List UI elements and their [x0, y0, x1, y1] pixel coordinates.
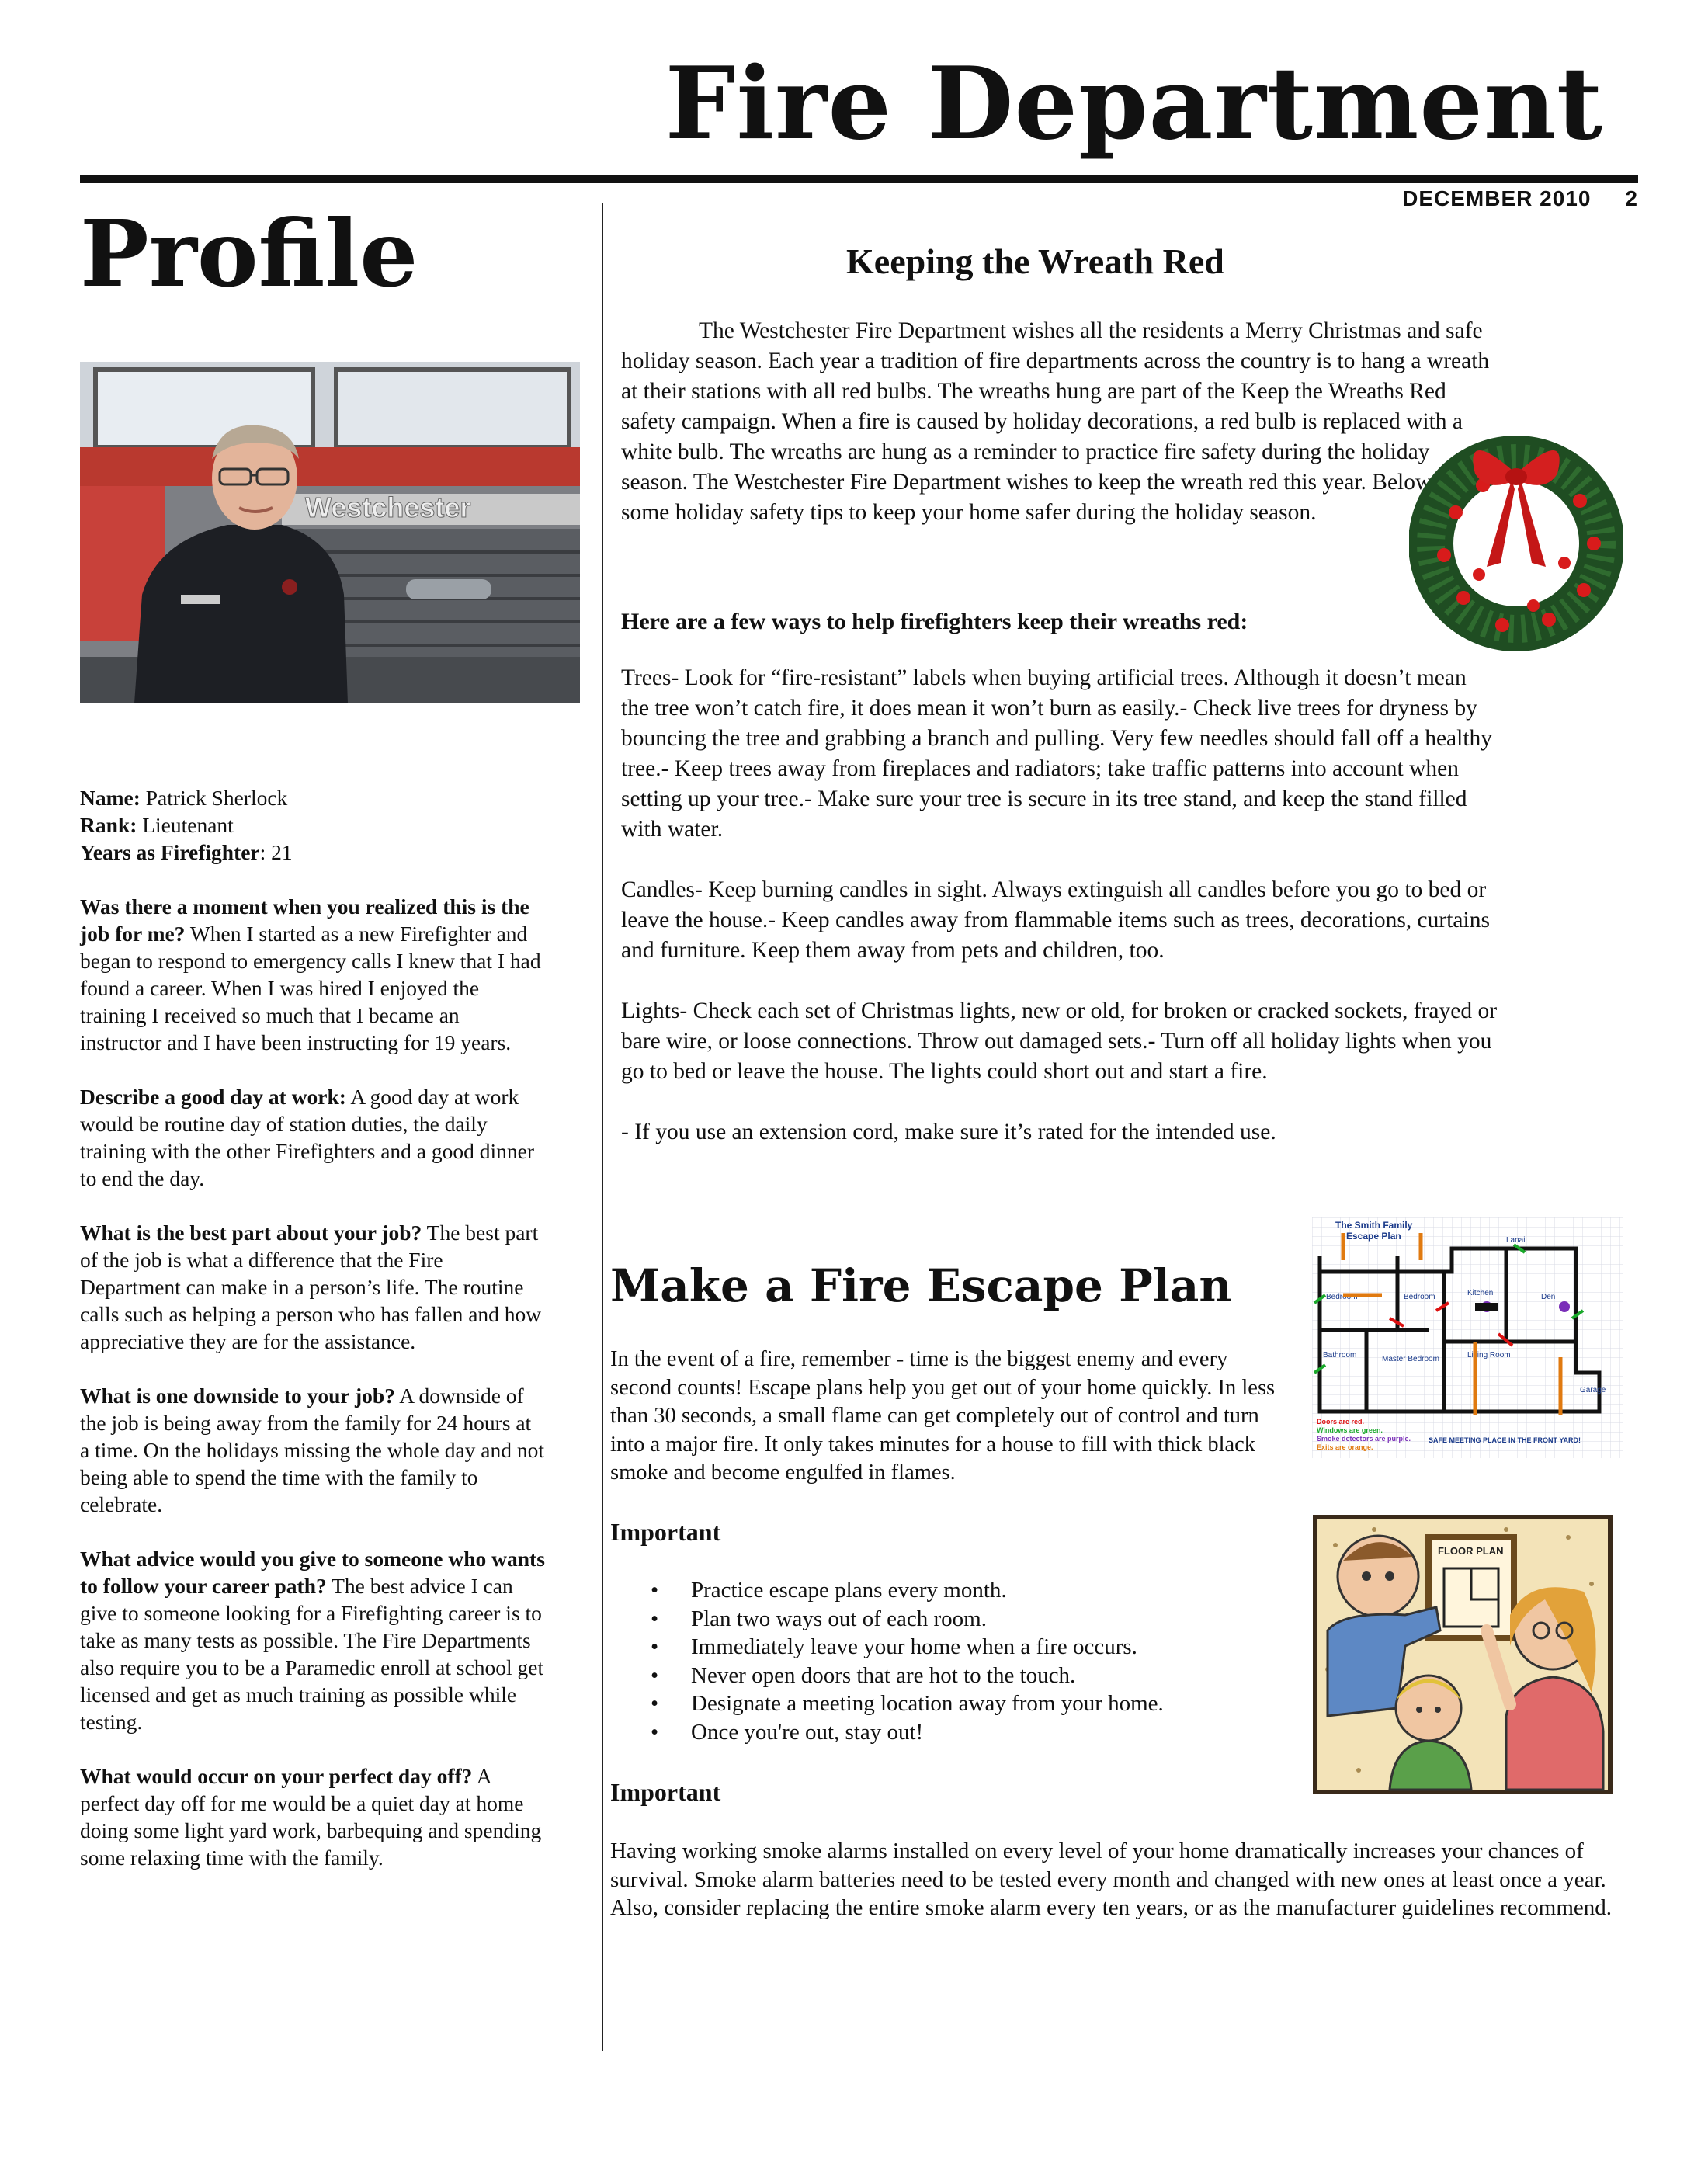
- tip-trees: Trees- Look for “fire-resistant” labels when buying artificial trees. Although it doesn’t mean the tree won’t catch fire, it does mean it won’t burn as easily.- Check live trees for dryness by bouncing the tree and grabbing a branch and pulling. Very few needles should fall off a healthy tree.- Keep trees away from fireplaces and radiators; take traffic patterns into account when setting up your tree.- Make sure your tree is secure in its tree stand, and keep the stand filled with water.: [621, 665, 1493, 842]
- masthead-title: Fire Department: [665, 46, 1603, 162]
- qa-item: What would occur on your perfect day off? A perfect day off for me would be a quiet day at home doing some light yard work, barbequing and spending some relaxing time with the family.: [80, 1764, 542, 1870]
- smoke-alarm-text: Having working smoke alarms installed on every level of your home dramatically increases your chances of survival. Smoke alarm batteries need to be tested every month and changed with new ones at least once a year. Also, consider replacing the entire smoke alarm every ten years, or as the manufacturer guidelines recommend.: [610, 1839, 1613, 1920]
- list-item: • Once you're out, stay out!: [651, 1719, 924, 1745]
- qa-item: What is one downside to your job? A downside of the job is being away from the family for 24 hours at a time. On the holidays missing the whole day and not being able to spend the time with the family to celebrate.: [80, 1384, 545, 1516]
- svg-text:Den: Den: [1541, 1293, 1556, 1301]
- years-line: Years as Firefighter: 21: [80, 840, 293, 864]
- rank-line: Rank: Lieutenant: [80, 813, 234, 837]
- header-rule: [80, 175, 1638, 183]
- list-item: • Practice escape plans every month.: [651, 1578, 1007, 1603]
- profile-interview: [80, 784, 546, 1898]
- svg-text:Master Bedroom: Master Bedroom: [1382, 1355, 1439, 1363]
- svg-text:Smoke detectors are purple.: Smoke detectors are purple.: [1317, 1435, 1411, 1443]
- qa-item: Describe a good day at work: A good day at work would be routine day of station duties, the daily training with the other Firefighters and a good dinner to end the day.: [80, 1085, 534, 1190]
- svg-text:Bedroom: Bedroom: [1326, 1293, 1358, 1301]
- family-cartoon: [1312, 1514, 1613, 1795]
- escape-heading: Make a Fire Escape Plan: [610, 1259, 1232, 1312]
- list-item: • Immediately leave your home when a fire occurs.: [651, 1634, 1137, 1659]
- svg-text:Lanai: Lanai: [1506, 1236, 1526, 1245]
- svg-text:Kitchen: Kitchen: [1467, 1289, 1494, 1297]
- dateline: [1402, 186, 1638, 211]
- escape-tips-list: [644, 1576, 1281, 1746]
- profile-title: Profile: [80, 200, 418, 307]
- svg-text:Living Room: Living Room: [1467, 1351, 1511, 1360]
- name-line: Name: Patrick Sherlock: [80, 786, 288, 810]
- issue-date: DECEMBER 2010: [1402, 186, 1592, 210]
- tip-candles: Candles- Keep burning candles in sight. Always extinguish all candles before you go to bed or leave the house.- Keep candles away from flammable items such as trees, decorations, curtains and furniture. Keep them away from pets and children, too.: [621, 877, 1490, 963]
- escape-plan-diagram: [1312, 1217, 1623, 1458]
- escape-intro: In the event of a fire, remember - time is the biggest enemy and every second counts! Escape plans help you get out of your home quickly. In less than 30 seconds, a small flame can get completely out of control and turn into a major fire. It only takes minutes for a house to fill with thick black smoke and become engulfed in flames.: [610, 1347, 1276, 1485]
- firefighter-photo-illustration: [80, 362, 580, 703]
- ways-heading: Here are a few ways to help firefighters keep their wreaths red:: [621, 609, 1248, 634]
- qa-item: Was there a moment when you realized this is the job for me? When I started as a new Firefighter and began to respond to emergency calls I knew that I had found a career. When I was hired I enjoyed the training I received so much that I became an instructor and I have been instructing for 19 years.: [80, 894, 541, 1054]
- wreath-heading: Keeping the Wreath Red: [846, 241, 1224, 281]
- qa-item: What is the best part about your job? The best part of the job is what a difference that the Fire Department can make in a person’s life. The routine calls such as helping a person who has fallen and how appreciative they are for the assistance.: [80, 1221, 542, 1353]
- firefighter-photo: [80, 362, 580, 703]
- svg-text:The Smith Family: The Smith Family: [1335, 1220, 1413, 1231]
- tip-extension-cord: - If you use an extension cord, make sure it’s rated for the intended use.: [621, 1120, 1276, 1144]
- profile-facts: [80, 784, 546, 866]
- svg-text:Bedroom: Bedroom: [1404, 1293, 1435, 1301]
- list-item: • Plan two ways out of each room.: [651, 1606, 987, 1631]
- important-heading-2: Important: [610, 1778, 721, 1806]
- svg-text:SAFE MEETING PLACE IN THE FRON: SAFE MEETING PLACE IN THE FRONT YARD!: [1429, 1436, 1581, 1444]
- important-heading-1: Important: [610, 1518, 721, 1546]
- qa-item: What advice would you give to someone who wants to follow your career path? The best advice I can give to someone looking for a Firefighting career is to take as many tests as possible. The Fire Departments also require you to be a Paramedic enroll at school get licensed and get as much training as possible while testing.: [80, 1547, 545, 1734]
- column-divider: [602, 203, 603, 2051]
- svg-text:FLOOR PLAN: FLOOR PLAN: [1438, 1545, 1504, 1557]
- svg-text:Escape Plan: Escape Plan: [1346, 1231, 1401, 1242]
- wreath-icon: [1409, 419, 1623, 652]
- photo-sign-text: Westchester: [305, 491, 471, 523]
- safety-tips: [621, 663, 1498, 1178]
- svg-text:Windows are green.: Windows are green.: [1317, 1426, 1383, 1434]
- wreath-intro: The Westchester Fire Department wishes all the residents a Merry Christmas and safe holiday season. Each year a tradition of fire departments across the country is to hang a wreath at their stations with all red bulbs. The wreaths hung are part of the Keep the Wreaths Red safety campaign. When a fire is caused by holiday decorations, a red bulb is replaced with a white bulb. The wreaths are hung as a reminder to practice fire safety during the holiday season. The Westchester Fire Department wishes to keep the wreath red this year. Below are some holiday safety tips to keep your home safer during the holiday season.: [621, 318, 1490, 525]
- svg-text:Bathroom: Bathroom: [1323, 1351, 1357, 1360]
- list-item: • Never open doors that are hot to the touch.: [651, 1662, 1076, 1688]
- list-item: • Designate a meeting location away from your home.: [651, 1691, 1164, 1716]
- svg-text:Garage: Garage: [1580, 1386, 1606, 1394]
- svg-text:Exits are orange.: Exits are orange.: [1317, 1443, 1373, 1451]
- tip-lights: Lights- Check each set of Christmas lights, new or old, for broken or cracked sockets, frayed or bare wire, or loose connections. Throw out damaged sets.- Turn off all holiday lights when you go to bed or leave the house. The lights could short out and start a fire.: [621, 998, 1498, 1084]
- page-number: 2: [1625, 186, 1638, 210]
- svg-text:Doors are red.: Doors are red.: [1317, 1418, 1365, 1426]
